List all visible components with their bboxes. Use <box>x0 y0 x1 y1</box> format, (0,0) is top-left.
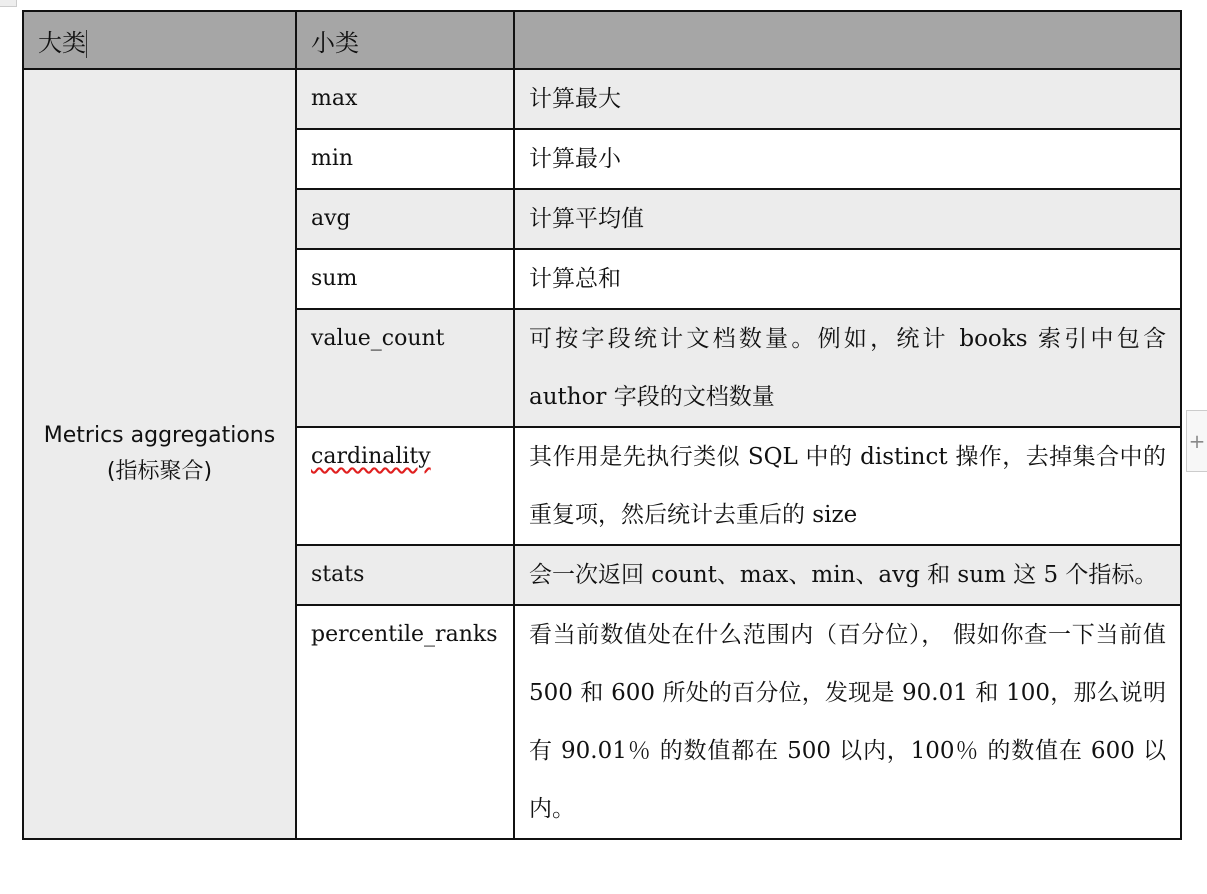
metrics-aggregations-table <box>22 10 1182 840</box>
description-cell: 计算最小 <box>514 129 1181 189</box>
subcategory-cell: value_count <box>296 309 514 427</box>
window-corner <box>0 0 17 7</box>
description-cell: 计算最大 <box>514 69 1181 129</box>
subcategory-cell <box>296 427 514 545</box>
subcategory-cell: max <box>296 69 514 129</box>
subcategory-cell: avg <box>296 189 514 249</box>
header-description <box>514 11 1181 69</box>
category-name: Metrics aggregations <box>43 423 276 448</box>
description-cell: 会一次返回 count、max、min、avg 和 sum 这 5 个指标。 <box>514 545 1181 605</box>
description-cell: 其作用是先执行类似 SQL 中的 distinct 操作，去掉集合中的重复项，然后统计去重后的 size <box>514 427 1181 545</box>
table-row <box>23 69 1181 129</box>
spellcheck-underlined-text: cardinality <box>311 444 431 469</box>
description-cell: 计算总和 <box>514 249 1181 309</box>
text-cursor <box>86 30 87 58</box>
description-cell: 看当前数值处在什么范围内（百分位）， 假如你查一下当前值 500 和 600 所处的百分位，发现是 90.01 和 100，那么说明有 90.01％ 的数值都在 500 以内，100％ 的数值在 600 以内。 <box>514 605 1181 839</box>
description-cell: 计算平均值 <box>514 189 1181 249</box>
header-category: 大类 <box>23 11 296 69</box>
description-cell: 可按字段统计文档数量。例如，统计 books 索引中包含 author 字段的文档数量 <box>514 309 1181 427</box>
category-cell <box>23 69 296 839</box>
subcategory-cell: percentile_ranks <box>296 605 514 839</box>
subcategory-cell: sum <box>296 249 514 309</box>
table-header-row <box>23 11 1181 69</box>
add-row-button[interactable]: + <box>1186 410 1207 472</box>
category-name-cn: (指标聚合) <box>106 459 213 484</box>
subcategory-cell: stats <box>296 545 514 605</box>
header-subcategory: 小类 <box>296 11 514 69</box>
subcategory-cell: min <box>296 129 514 189</box>
